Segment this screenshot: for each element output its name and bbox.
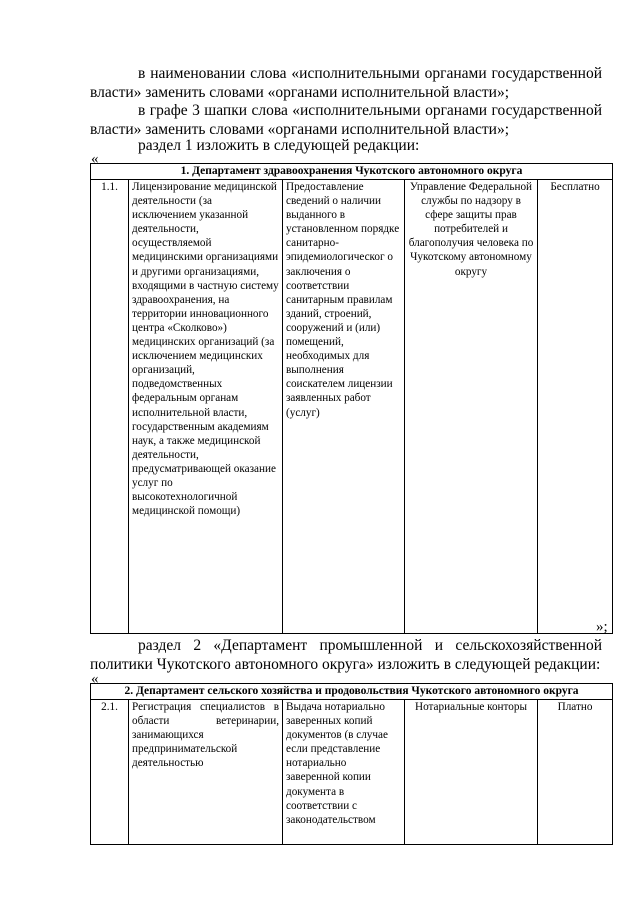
section2-table: [90, 683, 613, 845]
open-quote-1: «: [91, 151, 99, 167]
section1-table: [90, 163, 613, 634]
service-result-cell: Выдача нотариально заверенных копий документов (в случае если представление нотариально заверенной копии документа в соответствии с законодательством: [283, 700, 405, 845]
row-number: 2.1.: [91, 700, 129, 845]
service-name-cell: Лицензирование медицинской деятельности (за исключением указанной деятельности, осуществляемой медицинскими организациями и другими организациями, входящими в частную систему здравоохранения, на территории инновационного центра «Сколково») медицинских организаций (за исключением медицинских организаций, подведомственных федеральным органам исполнительной власти, государственным академиям наук, а также медицинской деятельности, предусматривающей оказание услуг по высокотехнологичной медицинской помощи): [129, 180, 283, 634]
paragraph-rename-title: в наименовании слова «исполнительными органами государственной власти» заменить словами «органами исполнительной власти»;: [90, 65, 602, 101]
fee-cell: Платно: [538, 700, 613, 845]
paragraph-rename-header: в графе 3 шапки слова «исполнительными органами государственной власти» заменить словами «органами исполнительной власти»;: [90, 102, 602, 138]
service-name-cell: Регистрация специалистов в области ветеринарии, занимающихся предпринимательской деятельностью: [129, 700, 283, 845]
section1-header: 1. Департамент здравоохранения Чукотского автономного округа: [91, 164, 613, 180]
open-quote-2: «: [91, 671, 99, 687]
fee-cell: Бесплатно: [538, 180, 613, 634]
provider-cell: Управление Федеральной службы по надзору в сфере защиты прав потребителей и благополучия человека по Чукотскому автономному округу: [405, 180, 538, 634]
section2-header: 2. Департамент сельского хозяйства и продовольствия Чукотского автономного округа: [91, 684, 613, 700]
paragraph-section2-intro: раздел 2 «Департамент промышленной и сельскохозяйственной политики Чукотского автономного округа» изложить в следующей редакции:: [90, 637, 602, 673]
row-number: 1.1.: [91, 180, 129, 634]
service-result-cell: Предоставление сведений о наличии выданного в установленном порядке санитарно-эпидемиологическог о заключения о соответствии санитарным правилам зданий, строений, сооружений и (или) помещений, необходимых для выполнения соискателем лицензии заявленных работ (услуг): [283, 180, 405, 634]
close-quote-1: »;: [596, 619, 608, 635]
paragraph-section1-intro: раздел 1 изложить в следующей редакции:: [138, 137, 420, 154]
provider-cell: Нотариальные конторы: [405, 700, 538, 845]
